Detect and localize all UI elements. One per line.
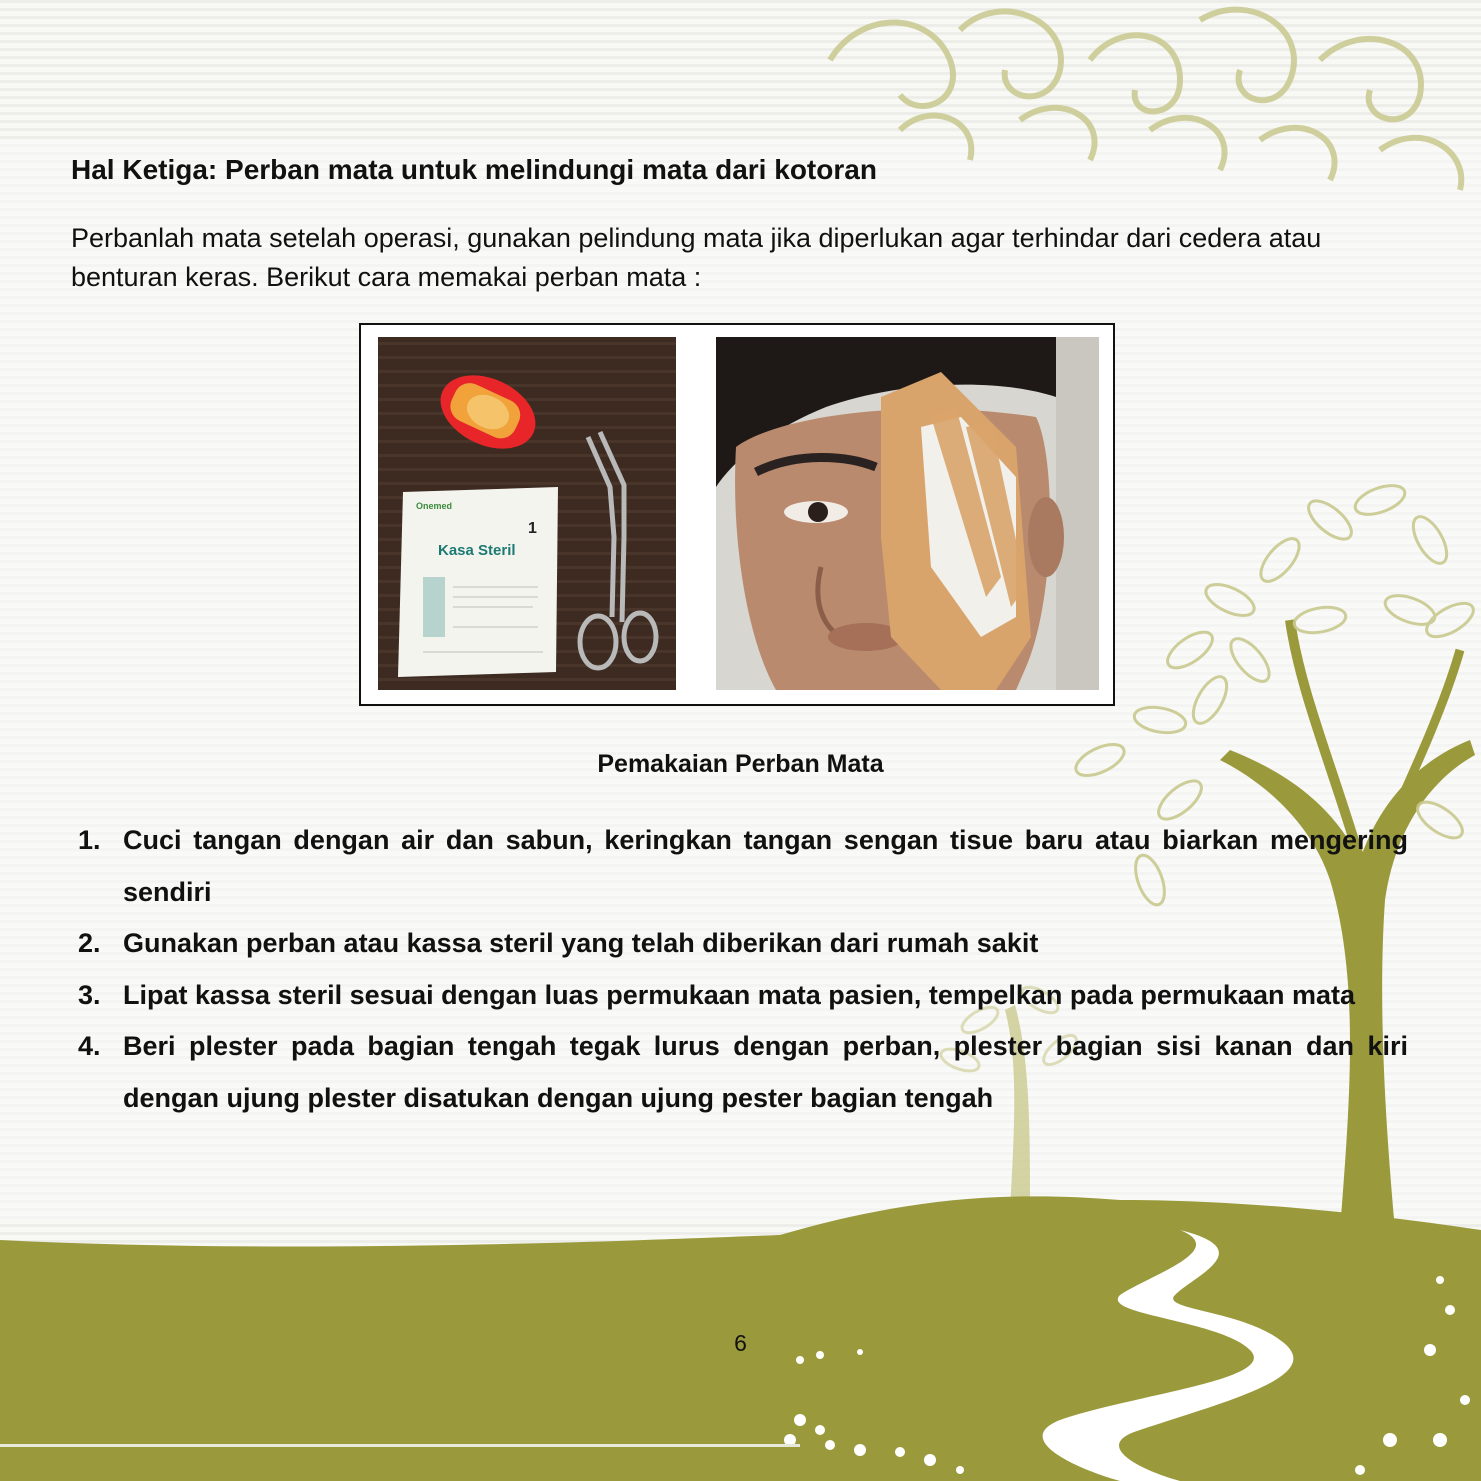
step-text: Lipat kassa steril sesuai dengan luas permukaan mata pasien, tempelkan pada permukaan mata: [123, 979, 1355, 1010]
intro-paragraph: Perbanlah mata setelah operasi, gunakan pelindung mata jika diperlukan agar terhindar dari cedera atau benturan keras. Berikut cara memakai perban mata :: [71, 223, 1322, 292]
step-text: Cuci tangan dengan air dan sabun, keringkan tangan sengan tisue baru atau biarkan mengering sendiri: [123, 825, 1408, 907]
steps-list: [78, 815, 1408, 1124]
list-item: [78, 970, 1408, 1022]
package-size: 1: [528, 520, 537, 537]
step-number: 3.: [78, 979, 101, 1010]
list-item: [78, 918, 1408, 970]
step-number: 4.: [78, 1031, 101, 1061]
figure-frame: [359, 323, 1115, 706]
package-label: Kasa Steril: [438, 542, 516, 559]
list-item: [78, 1021, 1408, 1124]
section-title: Hal Ketiga: Perban mata untuk melindungi mata dari kotoran: [71, 154, 877, 185]
supplies-photo: [378, 337, 676, 690]
list-item: [78, 815, 1408, 918]
step-text: Beri plester pada bagian tengah tegak lurus dengan perban, plester bagian sisi kanan dan kiri dengan ujung plester disatukan dengan ujung pester bagian tengah: [123, 1031, 1408, 1113]
svg-text:Onemed: Onemed: [416, 501, 453, 511]
step-number: 2.: [78, 928, 101, 958]
gauze-package-icon: [398, 487, 558, 677]
figure-caption: Pemakaian Perban Mata: [597, 750, 884, 778]
step-text: Gunakan perban atau kassa steril yang telah diberikan dari rumah sakit: [123, 928, 1039, 958]
page-number: 6: [734, 1330, 747, 1356]
step-number: 1.: [78, 825, 101, 855]
patient-photo: [716, 337, 1099, 690]
